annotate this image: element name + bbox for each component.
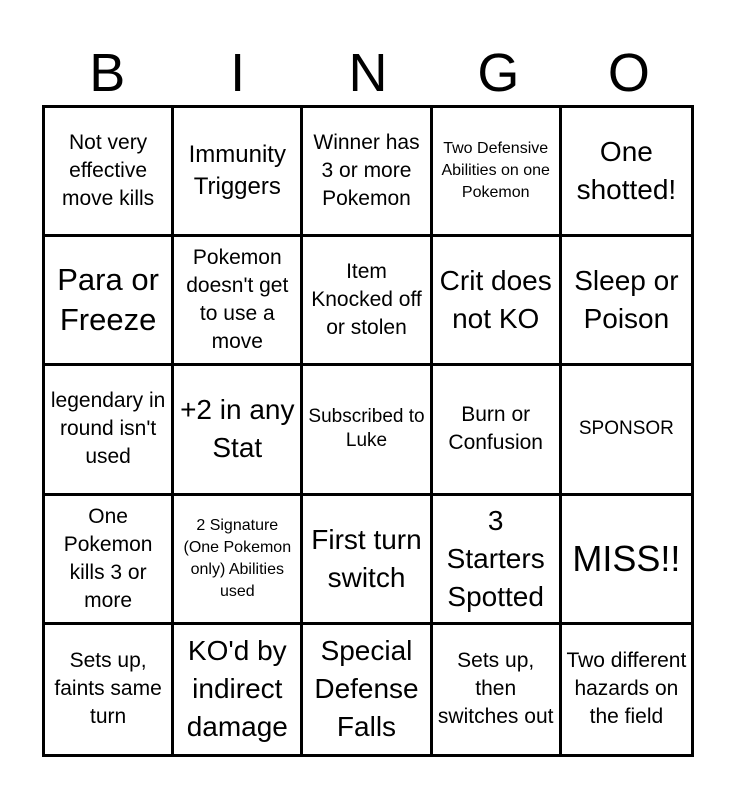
cell-label: KO'd by indirect damage	[186, 635, 288, 743]
cell-label: Two Defensive Abilities on one Pokemon	[441, 140, 550, 202]
cell-label: +2 in any Stat	[180, 394, 295, 464]
bingo-cell[interactable]	[174, 237, 303, 366]
bingo-cell[interactable]	[433, 237, 562, 366]
cell-label: One Pokemon kills 3 or more	[63, 504, 153, 612]
bingo-header	[42, 40, 694, 106]
bingo-cell[interactable]	[303, 366, 432, 495]
bingo-cell[interactable]	[562, 366, 691, 495]
cell-label: Burn or Confusion	[448, 403, 543, 455]
bingo-cell[interactable]	[174, 108, 303, 237]
bingo-cell[interactable]	[303, 237, 432, 366]
header-letter-o: O	[607, 43, 650, 103]
cell-label: Sleep or Poison	[574, 265, 679, 335]
bingo-cell[interactable]	[45, 496, 174, 625]
bingo-cell[interactable]	[562, 108, 691, 237]
header-letter-g: G	[477, 43, 520, 103]
cell-label: Subscribed to Luke	[308, 406, 425, 452]
cell-label: Two different hazards on the field	[566, 649, 687, 729]
bingo-cell[interactable]	[174, 625, 303, 754]
bingo-cell[interactable]	[45, 237, 174, 366]
bingo-cell[interactable]	[45, 366, 174, 495]
cell-label: Not very effective move kills	[62, 131, 155, 211]
bingo-cell[interactable]	[433, 625, 562, 754]
bingo-cell[interactable]	[562, 237, 691, 366]
cell-label: One shotted!	[576, 136, 677, 206]
bingo-cell[interactable]	[433, 496, 562, 625]
cell-label: Item Knocked off or stolen	[311, 260, 422, 340]
cell-label: Sets up, faints same turn	[54, 649, 162, 729]
bingo-cell[interactable]	[562, 625, 691, 754]
cell-label: Para or Freeze	[57, 262, 159, 338]
header-letter-b: B	[89, 43, 126, 103]
cell-label: First turn switch	[311, 523, 422, 593]
bingo-cell[interactable]	[45, 108, 174, 237]
bingo-cell[interactable]	[174, 496, 303, 625]
bingo-cell[interactable]	[174, 366, 303, 495]
bingo-cell[interactable]	[303, 625, 432, 754]
header-letter-i: I	[230, 43, 246, 103]
bingo-cell[interactable]	[303, 108, 432, 237]
cell-label: SPONSOR	[578, 418, 674, 440]
bingo-cell[interactable]	[45, 625, 174, 754]
bingo-cell[interactable]	[433, 108, 562, 237]
bingo-cell[interactable]	[562, 496, 691, 625]
cell-label: Winner has 3 or more Pokemon	[313, 131, 420, 211]
header-letter-n: N	[348, 43, 388, 103]
bingo-cell[interactable]	[433, 366, 562, 495]
cell-label: 3 Starters Spotted	[446, 504, 545, 612]
cell-label: Crit does not KO	[439, 265, 552, 335]
bingo-cell[interactable]	[303, 496, 432, 625]
cell-label: 2 Signature (One Pokemon only) Abilities used	[183, 516, 292, 600]
cell-label: Sets up, then switches out	[437, 649, 554, 729]
cell-label: Special Defense Falls	[314, 635, 419, 743]
cell-label: Immunity Triggers	[188, 141, 286, 201]
cell-label: Pokemon doesn't get to use a move	[186, 246, 289, 354]
cell-label: MISS!!	[572, 537, 681, 579]
cell-label: legendary in round isn't used	[50, 389, 166, 469]
bingo-card-grid	[42, 105, 694, 757]
